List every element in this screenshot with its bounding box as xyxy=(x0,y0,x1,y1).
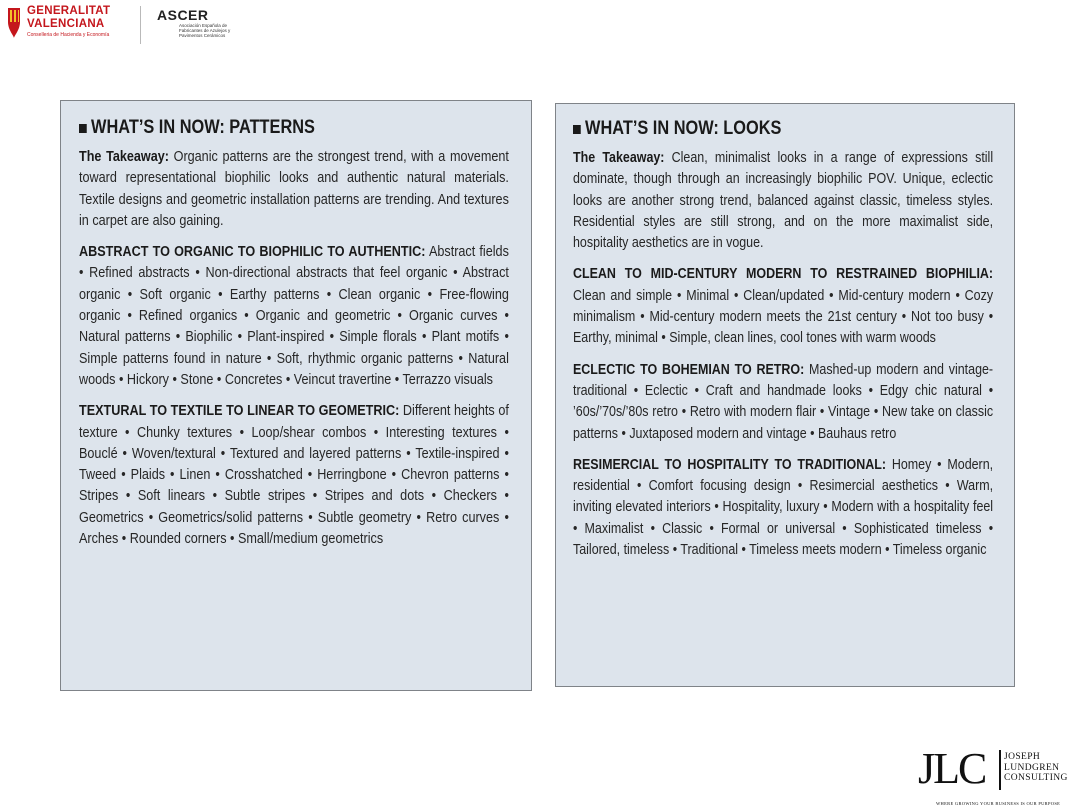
looks-title-text: WHAT’S IN NOW: LOOKS xyxy=(585,118,782,139)
looks-panel xyxy=(555,103,1015,687)
section-lead: RESIMERCIAL TO HOSPITALITY TO TRADITIONAL: xyxy=(573,456,887,473)
jlc-name-line-1: JOSEPH xyxy=(1004,752,1041,762)
section-lead: TEXTURAL TO TEXTILE TO LINEAR TO GEOMETRIC: xyxy=(79,403,400,420)
looks-section-eclectic xyxy=(573,360,993,445)
section-lead: ABSTRACT TO ORGANIC TO BIOPHILIC TO AUTHENTIC: xyxy=(79,244,426,261)
looks-section-clean xyxy=(573,264,993,349)
generalitat-valenciana-logo xyxy=(6,6,110,46)
generalitat-line-1: GENERALITAT xyxy=(27,5,111,17)
logo-divider xyxy=(999,750,1001,790)
patterns-section-organic xyxy=(79,242,509,391)
generalitat-subtitle: Conselleria de Hacienda y Economía xyxy=(27,32,110,38)
looks-takeaway xyxy=(573,148,993,254)
ascer-name: ASCER xyxy=(157,7,209,23)
jlc-tagline: WHERE GROWING YOUR BUSINESS IS OUR PURPOSE xyxy=(936,801,1061,806)
section-text: Mashed-up modern and vintage-traditional • Eclectic • Craft and handmade looks • Edgy chic natural • ’60s/’70s/’80s retro • Retro with modern flair • Vintage • New take on classic patterns • Juxtaposed modern and vintage • Bauhaus retro xyxy=(573,361,994,442)
jlc-company-name xyxy=(1004,752,1068,784)
section-text: Abstract fields • Refined abstracts • Non-directional abstracts that feel organic • Abstract organic • Soft organic • Earthy patterns • Clean organic • Free-flowing organic • Refined organics • Organic and geometric • Organic curves • Natural patterns • Biophilic • Plant-inspired • Simple florals • Plant motifs • Simple patterns found in nature • Soft, rhythmic organic patterns • Natural woods • Hickory • Stone • Concretes • Veincut travertine • Terrazzo visuals xyxy=(79,244,509,388)
section-lead: ECLECTIC TO BOHEMIAN TO RETRO: xyxy=(573,361,805,378)
patterns-takeaway xyxy=(79,147,509,232)
patterns-title-text: WHAT’S IN NOW: PATTERNS xyxy=(91,117,315,138)
logo-divider xyxy=(140,6,141,44)
section-text: Clean and simple • Minimal • Clean/updated • Mid-century modern • Cozy minimalism • Mid-century modern meets the 21st century • Not too busy • Earthy, minimal • Simple, clean lines, cool tones with warm woods xyxy=(573,287,994,347)
section-lead: The Takeaway: xyxy=(573,150,665,166)
looks-title xyxy=(573,118,934,140)
ascer-subtitle: Asociación Española de Fabricantes de Azulejos y Pavimentos Cerámicos xyxy=(179,23,231,39)
coat-of-arms-icon xyxy=(6,6,22,40)
jlc-logo xyxy=(918,746,1078,808)
jlc-mark: JLC xyxy=(918,744,986,793)
jlc-name-line-2: LUNDGREN xyxy=(1004,762,1060,773)
looks-section-resimercial xyxy=(573,455,993,561)
section-text: Homey • Modern, residential • Comfort focusing design • Resimercial aesthetics • Warm, inviting elevated interiors • Hospitality, luxury • Modern with a hospitality feel • Maximalist • Classic • Formal or universal • Sophisticated timeless • Tailored, timeless • Traditional • Timeless meets modern • Timeless organic xyxy=(573,456,994,559)
patterns-title xyxy=(79,117,449,139)
section-lead: CLEAN TO MID-CENTURY MODERN TO RESTRAINED BIOPHILIA: xyxy=(573,266,994,283)
jlc-name-line-3: CONSULTING xyxy=(1004,773,1068,783)
bullet-square-icon xyxy=(79,124,87,133)
section-lead: The Takeaway: xyxy=(79,149,169,165)
generalitat-line-2: VALENCIANA xyxy=(27,17,105,30)
patterns-section-geometric xyxy=(79,401,509,550)
section-text: Organic patterns are the strongest trend, with a movement toward representational biophilic looks and authentic natural materials. Textile designs and geometric installation patterns are trending. And textures in carpet are also gaining. xyxy=(79,149,509,229)
section-text: Clean, minimalist looks in a range of expressions still dominate, though through an increasingly biophilic POV. Unique, eclectic looks are another strong trend, balanced against classic, timeless styles. Residential styles are still strong, and on the more maximalist side, hospitality aesthetics are in vogue. xyxy=(573,150,994,252)
ascer-logo xyxy=(157,8,249,39)
bullet-square-icon xyxy=(573,125,581,134)
patterns-panel xyxy=(60,100,532,691)
section-text: Different heights of texture • Chunky textures • Loop/shear combos • Interesting textures • Bouclé • Woven/textural • Textured and layered patterns • Textile-inspired • Tweed • Plaids • Linen • Crosshatched • Herringbone • Chevron patterns • Stripes • Soft linears • Subtle stripes • Stripes and dots • Checkers • Geometrics • Geometrics/solid patterns • Subtle geometry • Retro curves • Arches • Rounded corners • Small/medium geometrics xyxy=(79,403,509,548)
